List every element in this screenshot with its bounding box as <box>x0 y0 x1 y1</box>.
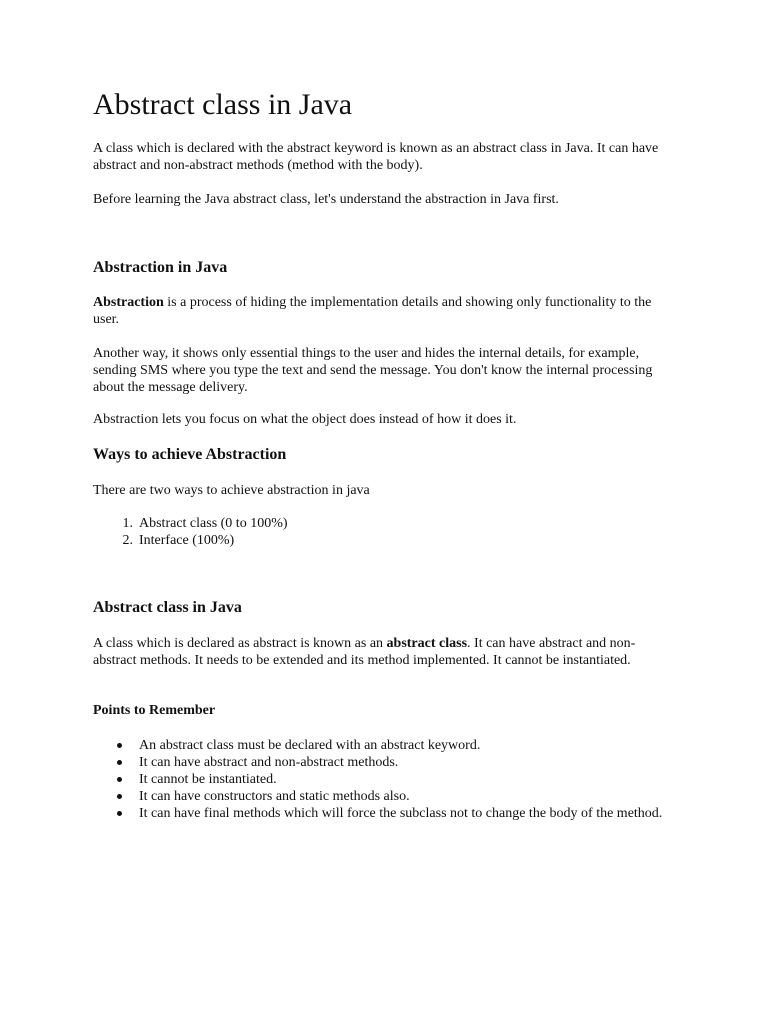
abstraction-definition: is a process of hiding the implementation details and showing only functionality to the user. <box>93 295 652 327</box>
abstraction-paragraph-2: Another way, it shows only essential things to the user and hides the internal details, for example, sending SMS where you type the text and send the message. You don't know the internal processing about the message delivery. <box>93 346 653 395</box>
bullet-icon <box>117 760 122 765</box>
points-heading: Points to Remember <box>93 703 216 718</box>
page-title: Abstract class in Java <box>93 88 353 121</box>
bullet-icon <box>117 743 122 748</box>
points-list <box>93 737 678 822</box>
list-item-text: It cannot be instantiated. <box>139 772 277 787</box>
abstract-class-text-pre: A class which is declared as abstract is known as an <box>93 636 387 651</box>
list-item-text: It can have constructors and static methods also. <box>139 789 410 804</box>
list-item-text: It can have abstract and non-abstract methods. <box>139 755 399 770</box>
bullet-icon <box>117 794 122 799</box>
intro-paragraph-1: A class which is declared with the abstract keyword is known as an abstract class in Java. It can have abstract and non-abstract methods (method with the body). <box>93 141 659 173</box>
abstraction-heading: Abstraction in Java <box>93 259 228 276</box>
abstraction-paragraph-1 <box>93 294 678 328</box>
ways-heading: Ways to achieve Abstraction <box>93 446 287 463</box>
list-item-text: An abstract class must be declared with an abstract keyword. <box>139 738 481 753</box>
ways-list <box>93 515 678 549</box>
list-item <box>93 515 678 532</box>
abstract-class-text-post: . It can have abstract and non-abstract methods. It needs to be extended and its method implemented. It cannot be instantiated. <box>93 636 636 668</box>
list-item <box>93 532 678 549</box>
abstract-class-heading: Abstract class in Java <box>93 599 242 616</box>
intro-paragraph-2: Before learning the Java abstract class, let's understand the abstraction in Java first. <box>93 192 559 207</box>
abstract-class-term: abstract class <box>386 636 468 651</box>
list-item-text: Abstract class (0 to 100%) <box>139 516 288 531</box>
list-item <box>93 805 678 822</box>
ways-paragraph: There are two ways to achieve abstraction in java <box>93 483 370 498</box>
abstract-class-paragraph <box>93 635 678 669</box>
list-item <box>93 788 678 805</box>
abstraction-term: Abstraction <box>93 295 164 310</box>
abstraction-paragraph-3: Abstraction lets you focus on what the object does instead of how it does it. <box>93 412 517 427</box>
list-item-text: Interface (100%) <box>139 533 235 548</box>
list-item <box>93 737 678 754</box>
bullet-icon <box>117 777 122 782</box>
list-item-text: It can have final methods which will force the subclass not to change the body of the method. <box>139 806 663 821</box>
list-marker: 1. <box>122 516 133 531</box>
bullet-icon <box>117 811 122 816</box>
list-item <box>93 771 678 788</box>
list-item <box>93 754 678 771</box>
list-marker: 2. <box>122 533 133 548</box>
